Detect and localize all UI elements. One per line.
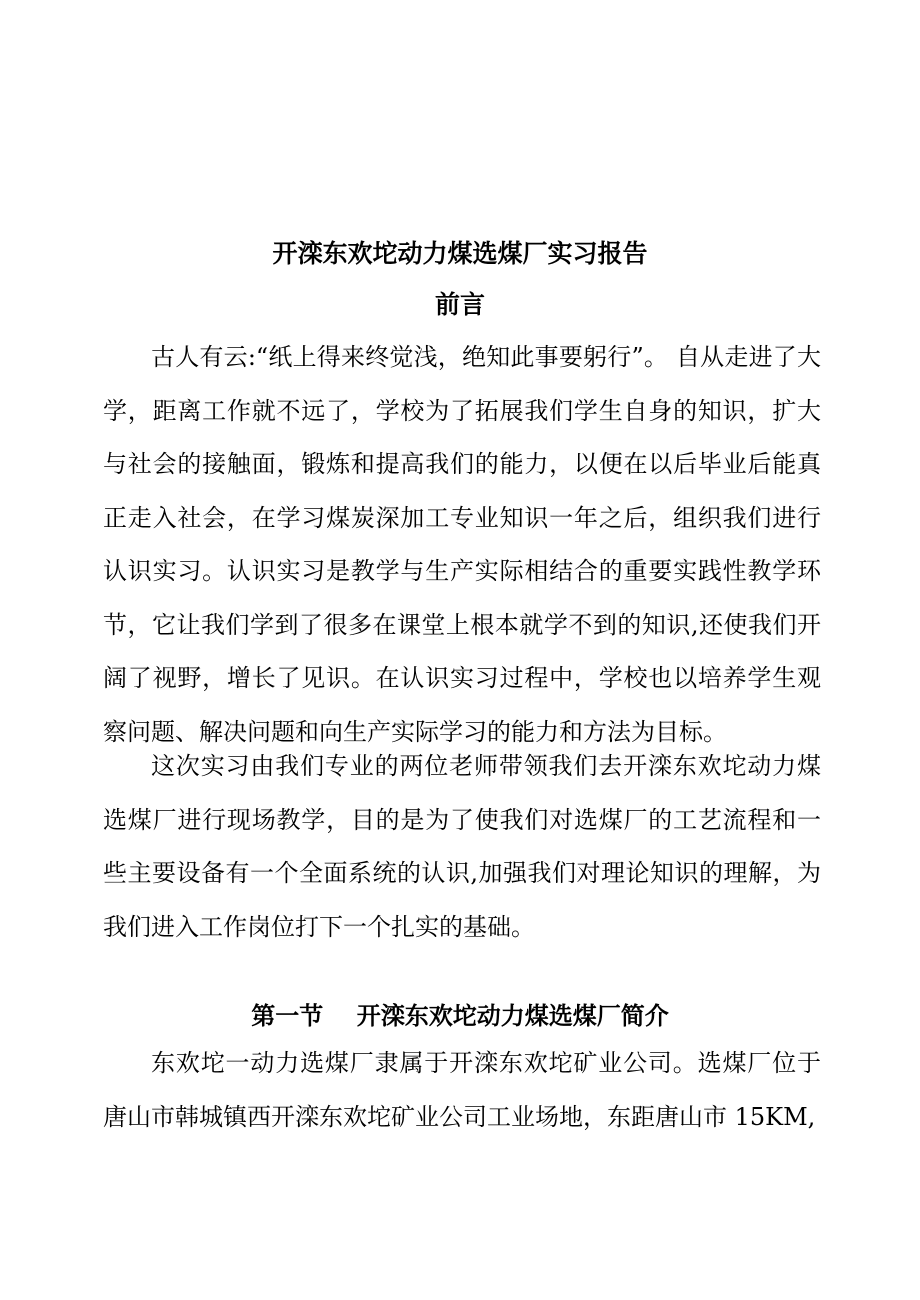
preface-paragraph: 古人有云:“纸上得来终觉浅，绝知此事要躬行”。 自从走进了大学，距离工作就不远了，学校为了拓展我们学生自身的知识，扩大与社会的接触面，锻炼和提高我们的能力，以便在以后毕业后能真正走入社会，在学习煤炭深加工专业知识一年之后，组织我们进行认识实习。认识实习是教学与生产实际相结合的重要实践性教学环节，它让我们学到了很多在课堂上根本就学不到的知识,还使我们开阔了视野，增长了见识。在认识实习过程中，学校也以培养学生观察问题、解决问题和向生产实际学习的能力和方法为目标。 (103, 343, 821, 746)
document-title: 开滦东欢坨动力煤选煤厂实习报告 (272, 239, 648, 268)
preface-paragraph: 这次实习由我们专业的两位老师带领我们去开滦东欢坨动力煤选煤厂进行现场教学，目的是为了使我们对选煤厂的工艺流程和一些主要设备有一个全面系统的认识,加强我们对理论知识的理解，为我们进入工作岗位打下一个扎实的基础。 (103, 752, 821, 941)
section-heading: 第一节 开滦东欢坨动力煤选煤厂简介 (251, 1002, 669, 1030)
section-paragraph: 东欢坨一动力选煤厂隶属于开滦东欢坨矿业公司。选煤厂位于唐山市韩城镇西开滦东欢坨矿业公司工业场地，东距唐山市 15KM, (103, 1049, 821, 1131)
preface-heading: 前言 (434, 290, 485, 319)
